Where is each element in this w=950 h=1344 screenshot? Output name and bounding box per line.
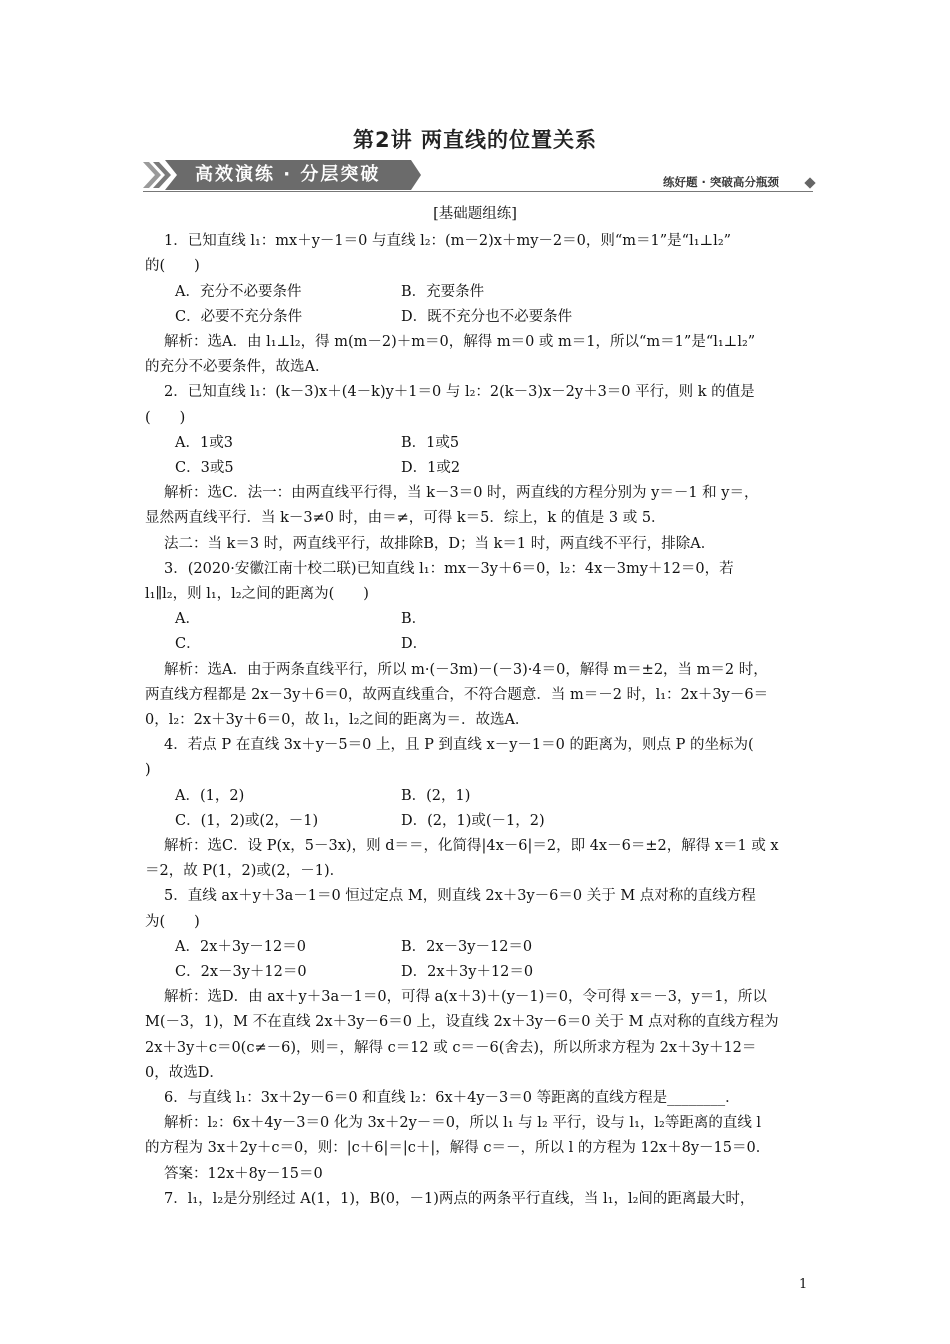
- option-line: C．: [175, 636, 201, 652]
- option-line: D．既不充分也不必要条件: [401, 309, 573, 325]
- diamond-icon: [804, 177, 815, 188]
- text-line: 显然两直线平行．当 k－3≠0 时，由＝≠，可得 k＝5．综上，k 的值是 3 或 5．: [145, 510, 666, 526]
- option-line: A．: [175, 611, 200, 627]
- option-line: B．充要条件: [401, 284, 485, 300]
- option-line: B．(2，1): [401, 788, 471, 804]
- text-line: ): [145, 762, 151, 778]
- option-line: D．2x＋3y＋12＝0: [401, 964, 534, 980]
- option-line: C．必要不充分条件: [175, 309, 303, 325]
- banner-label: 高效演练 · 分层突破: [195, 164, 381, 185]
- text-line: 两直线方程都是 2x－3y＋6＝0，故两直线重合，不符合题意．当 m＝－2 时，l₁：2x＋3y－6＝: [145, 687, 769, 703]
- option-line: D．1或2: [401, 460, 461, 476]
- text-line: 6．与直线 l₁：3x＋2y－6＝0 和直线 l₂：6x＋4y－3＝0 等距离的直线方程是________．: [164, 1090, 740, 1106]
- text-line: 0，故选D．: [145, 1065, 224, 1081]
- option-line: A．1或3: [175, 435, 233, 451]
- text-line: 解析：选C．法一：由两直线平行得，当 k－3＝0 时，两直线的方程分别为 y＝－1 和 y＝，: [164, 485, 759, 501]
- text-line: 解析：选A．由 l₁⊥l₂，得 m(m－2)＋m＝0，解得 m＝0 或 m＝1，所以“m＝1”是“l₁⊥l₂”: [164, 334, 756, 350]
- option-line: B．1或5: [401, 435, 460, 451]
- text-line: 解析：选A．由于两条直线平行，所以 m·(－3m)－(－3)·4＝0，解得 m＝±2，当 m＝2 时，: [164, 662, 768, 678]
- text-line: 的( ): [145, 258, 200, 274]
- text-line: ( ): [145, 410, 186, 426]
- text-line: 解析：l₂：6x＋4y－3＝0 化为 3x＋2y－＝0，所以 l₁ 与 l₂ 平行，设与 l₁，l₂等距离的直线 l: [164, 1115, 762, 1131]
- text-line: ＝2，故 P(1，2)或(2，－1)．: [145, 863, 345, 879]
- text-line: 的方程为 3x＋2y＋c＝0，则：|c＋6|＝|c＋|，解得 c＝－，所以 l 的方程为 12x＋8y－15＝0．: [145, 1140, 771, 1156]
- header-rule: [143, 191, 813, 192]
- text-line: 解析：选D．由 ax＋y＋3a－1＝0，可得 a(x＋3)＋(y－1)＝0，令可得 x＝－3，y＝1，所以: [164, 989, 767, 1005]
- option-line: B．: [401, 611, 427, 627]
- text-line: 3．(2020·安徽江南十校二联)已知直线 l₁：mx－3y＋6＝0，l₂：4x－3my＋12＝0，若: [164, 561, 734, 577]
- text-line: 2．已知直线 l₁：(k－3)x＋(4－k)y＋1＝0 与 l₂：2(k－3)x－2y＋3＝0 平行，则 k 的值是: [164, 384, 755, 400]
- text-line: 0，l₂：2x＋3y＋6＝0，故 l₁，l₂之间的距离为＝．故选A．: [145, 712, 530, 728]
- text-line: 2x＋3y＋c＝0(c≠－6)，则＝，解得 c＝12 或 c＝－6(舍去)，所以所求方程为 2x＋3y＋12＝: [145, 1040, 757, 1056]
- text-line: 4．若点 P 在直线 3x＋y－5＝0 上，且 P 到直线 x－y－1＝0 的距离为，则点 P 的坐标为(: [164, 737, 754, 753]
- option-line: B．2x－3y－12＝0: [401, 939, 533, 955]
- text-line: 解析：选C．设 P(x，5－3x)，则 d＝＝，化简得|4x－6|＝2，即 4x－6＝±2，解得 x＝1 或 x: [164, 838, 779, 854]
- option-line: A．2x＋3y－12＝0: [175, 939, 306, 955]
- text-line: M(－3，1)，M 不在直线 2x＋3y－6＝0 上，设直线 2x＋3y－6＝0 关于 M 点对称的直线方程为: [145, 1014, 779, 1030]
- section-heading: [基础题组练]: [433, 206, 517, 222]
- text-line: 为( ): [145, 914, 200, 930]
- text-line: 5．直线 ax＋y＋3a－1＝0 恒过定点 M，则直线 2x＋3y－6＝0 关于 M 点对称的直线方程: [164, 888, 756, 904]
- option-line: C．3或5: [175, 460, 234, 476]
- page-number: 1: [799, 1277, 808, 1292]
- text-line: 法二：当 k＝3 时，两直线平行，故排除B，D；当 k＝1 时，两直线不平行，排除A．: [164, 536, 716, 552]
- text-line: 7．l₁，l₂是分别经过 A(1，1)，B(0，－1)两点的两条平行直线，当 l₁，l₂间的距离最大时，: [164, 1191, 755, 1207]
- text-line: l₁∥l₂，则 l₁，l₂之间的距离为( ): [145, 586, 369, 602]
- option-line: A．(1，2): [175, 788, 245, 804]
- option-line: D．(2，1)或(－1，2): [401, 813, 545, 829]
- header-tagline: 练好题 · 突破高分瓶颈: [663, 175, 779, 189]
- text-line: 答案：12x＋8y－15＝0: [164, 1166, 323, 1182]
- option-line: A．充分不必要条件: [175, 284, 302, 300]
- page-title: 第2讲 两直线的位置关系: [353, 128, 597, 152]
- option-line: D．: [401, 636, 428, 652]
- text-line: 1．已知直线 l₁：mx＋y－1＝0 与直线 l₂：(m－2)x＋my－2＝0，则“m＝1”是“l₁⊥l₂”: [164, 233, 732, 249]
- option-line: C．(1，2)或(2，－1): [175, 813, 319, 829]
- option-line: C．2x－3y＋12＝0: [175, 964, 307, 980]
- text-line: 的充分不必要条件，故选A．: [145, 359, 330, 375]
